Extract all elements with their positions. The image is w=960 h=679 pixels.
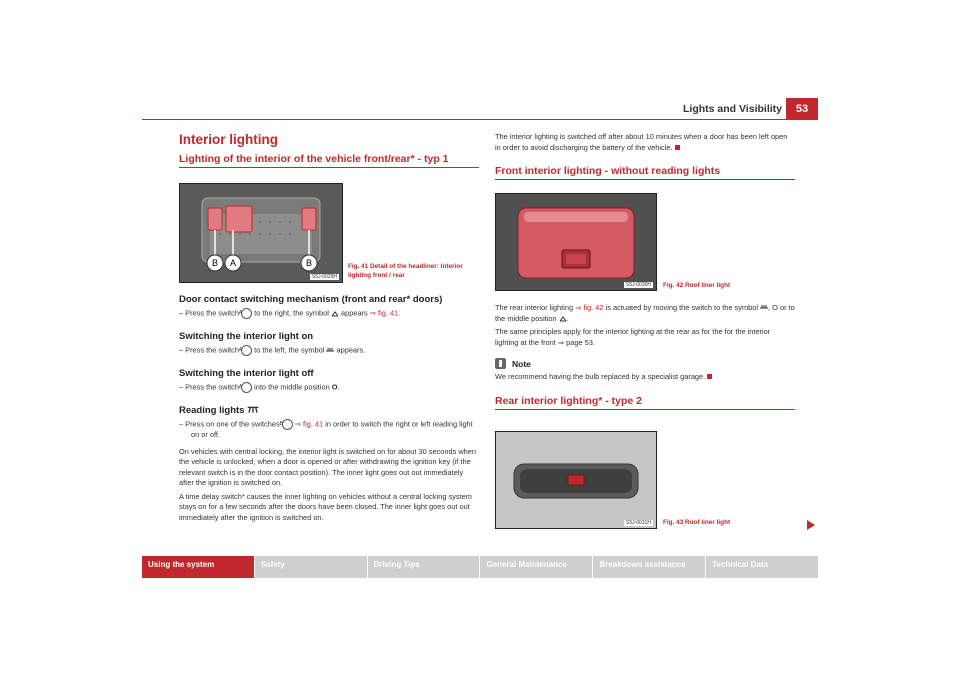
light-on-symbol-icon — [760, 305, 768, 311]
light-off-step — [179, 382, 479, 393]
section-heading-front: Front interior lighting - without reading lights — [495, 165, 795, 180]
tab-general-maintenance[interactable]: General Maintenance — [480, 556, 592, 578]
central-locking-paragraph: On vehicles with central locking, the interior light is switched on for about 30 seconds when the vehicle is unlocked, when a door is opened or after withdrawing the ignition key (if the relevant switch is in the door contact position). The inner light goes out out immediately after the ignition is switched on. — [179, 446, 477, 487]
light-off-heading: Switching the interior light off — [179, 368, 314, 379]
end-mark-icon — [707, 374, 712, 379]
door-contact-step — [179, 308, 479, 319]
figure-41 — [179, 183, 343, 283]
figure-code: S5J-0031H — [625, 520, 651, 526]
paragraph-text: is actuated by moving the switch to the symbol — [605, 303, 758, 312]
section-heading-typ1: Lighting of the interior of the vehicle front/rear* - typ 1 — [179, 153, 479, 168]
note-title: Note — [512, 358, 531, 369]
switch-a-badge: A — [241, 308, 252, 319]
figure-43 — [495, 431, 657, 529]
light-on-heading: Switching the interior light on — [179, 331, 314, 342]
fig-41-link[interactable]: ⇒ fig. 41 — [294, 419, 324, 429]
switch-a-badge: A — [241, 345, 252, 356]
tab-technical-data[interactable]: Technical Data — [706, 556, 818, 578]
door-contact-symbol-icon — [331, 311, 339, 317]
label-b-left: B — [211, 258, 219, 268]
page-number: 53 — [786, 98, 818, 119]
page-title: Interior lighting — [179, 132, 278, 147]
battery-text: The interior lighting is switched off after about 10 minutes when a door has been left open in order to avoid discharging the battery of the vehicle. — [495, 132, 788, 152]
step-text: – Press the switch — [179, 308, 239, 318]
step-text: . — [337, 382, 340, 392]
fig-42-link[interactable]: ⇒ fig. 42 — [575, 303, 604, 312]
figure-42 — [495, 193, 657, 291]
fig-41-link[interactable]: ⇒ fig. 41 — [369, 308, 399, 318]
door-contact-symbol-icon — [559, 316, 567, 322]
step-text: appears. — [336, 345, 366, 355]
header-rule — [142, 119, 818, 120]
reading-lights-title: Reading lights — [179, 405, 245, 416]
note-heading — [495, 358, 795, 369]
time-delay-paragraph: A time delay switch* causes the inner lighting on vehicles without a central locking system stays on for a few seconds after the doors have been closed. The inner light goes out out immediately after the ignition is switched on. — [179, 491, 472, 522]
headliner-illustration — [180, 184, 342, 282]
light-on-symbol-icon — [326, 348, 334, 354]
tab-safety[interactable]: Safety — [255, 556, 367, 578]
paragraph-text: , O or to the middle position — [495, 303, 795, 323]
end-mark-icon — [675, 145, 680, 150]
note-icon — [495, 358, 506, 369]
step-text: . — [398, 308, 401, 318]
figure-42-caption: Fig. 42 Roof liner light — [663, 282, 731, 289]
reading-light-icon — [247, 406, 259, 414]
tab-breakdown-assistance[interactable]: Breakdown assistance — [593, 556, 705, 578]
figure-code: S5J-0029H — [311, 274, 337, 280]
step-text: in order to switch the right or left reading light on or off. — [191, 419, 473, 439]
running-header-title: Lights and Visibility — [683, 103, 782, 115]
door-contact-heading: Door contact switching mechanism (front and rear* doors) — [179, 294, 443, 305]
reading-lights-step — [179, 419, 479, 441]
step-text: – Press the switch — [179, 345, 239, 355]
rear-lighting-paragraph: The rear interior lighting ⇒ fig. 42 is actuated by moving the switch to the symbol , O or to the middle position . — [495, 303, 795, 323]
switch-b-badge: B — [282, 419, 293, 430]
step-text: into the middle position — [254, 382, 330, 392]
step-text: to the right, the symbol — [254, 308, 329, 318]
paragraph-text: The rear interior lighting — [495, 303, 574, 312]
label-a: A — [229, 258, 237, 268]
note-paragraph — [495, 372, 795, 383]
step-text: to the left, the symbol — [254, 345, 325, 355]
tab-using-the-system[interactable]: Using the system — [142, 556, 254, 578]
reading-lights-heading — [179, 405, 479, 416]
light-on-step — [179, 345, 479, 356]
section-heading-rear-type2: Rear interior lighting* - type 2 — [495, 395, 795, 410]
left-column — [179, 132, 479, 168]
step-text: – Press on one of the switches — [179, 419, 280, 429]
figure-43-caption: Fig. 43 Roof liner light — [663, 519, 731, 526]
label-b-right: B — [305, 258, 313, 268]
switch-a-badge: A — [241, 382, 252, 393]
figure-code: S5J-0030H — [625, 282, 651, 288]
roof-liner-front-illustration — [496, 194, 656, 290]
figure-41-caption: Fig. 41 Detail of the headliner: Interior lighting front / rear — [348, 263, 463, 279]
step-text: – Press the switch — [179, 382, 239, 392]
off-position-symbol: O — [331, 382, 338, 392]
right-body — [495, 303, 795, 410]
battery-paragraph — [495, 132, 795, 153]
left-body — [179, 294, 479, 523]
step-text: appears — [341, 308, 368, 318]
tab-driving-tips[interactable]: Driving Tips — [368, 556, 480, 578]
roof-liner-rear-illustration — [496, 432, 656, 528]
next-page-arrow-icon[interactable] — [807, 520, 815, 530]
note-text: We recommend having the bulb replaced by a specialist garage. — [495, 372, 706, 381]
right-column — [495, 132, 795, 180]
footer-navigation — [142, 556, 818, 578]
same-principles-paragraph: The same principles apply for the interior lighting at the rear as for the for the interior lighting at the front ⇒ page 53. — [495, 327, 771, 347]
